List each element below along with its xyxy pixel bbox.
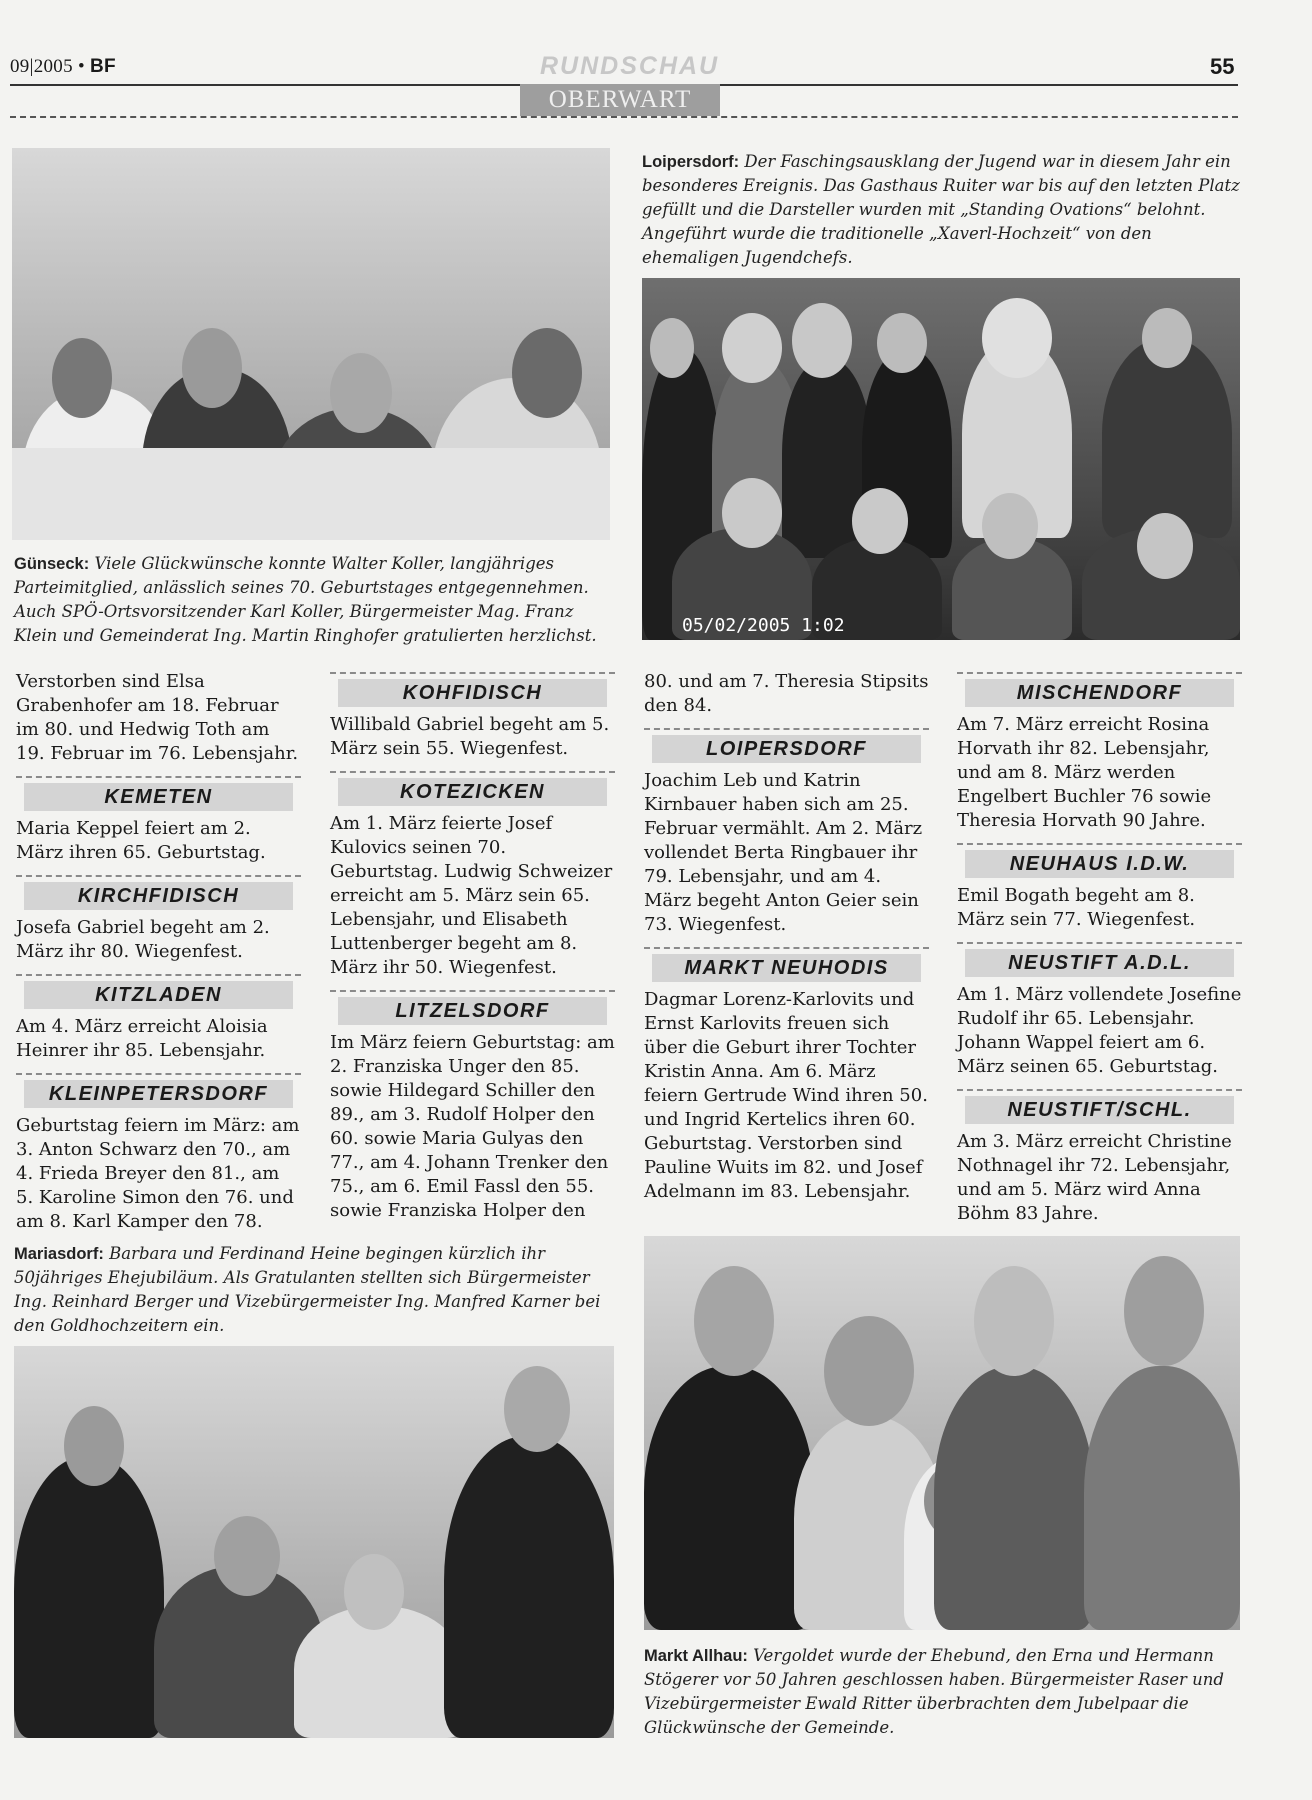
caption-mariasdorf (14, 1242, 614, 1338)
neustift-schl-text: Am 3. März erreicht Christine Nothnagel ihr 72. Lebensjahr, und am 5. März wird Anna Böhm 83 Jahre. (957, 1131, 1232, 1224)
caption-text: Vergoldet wurde der Ehebund, den Erna und Hermann Stögerer vor 50 Jahren geschlossen haben. Bürgermeister Raser und Vizebürgermeister Ewald Ritter überbrachten dem Jubelpaar die Glückwünsche der Gemeinde. (644, 1646, 1224, 1737)
heading-kirchfidisch: KIRCHFIDISCH (24, 882, 293, 910)
heading-litzelsdorf: LITZELSDORF (338, 997, 607, 1025)
column-2 (330, 672, 615, 1223)
divider (330, 771, 615, 773)
divider (16, 776, 301, 778)
issue-number (10, 56, 116, 78)
photo-loipersdorf (642, 278, 1240, 640)
divider (16, 875, 301, 877)
kohfidisch-text: Willibald Gabriel begeht am 5. März sein 55. Wiegenfest. (330, 714, 610, 759)
section-title: OBERWART (520, 84, 720, 116)
heading-kotezicken: KOTEZICKEN (338, 778, 607, 806)
caption-place: Günseck: (14, 555, 90, 573)
heading-mischendorf: MISCHENDORF (965, 679, 1234, 707)
caption-text: Barbara und Ferdinand Heine begingen kürzlich ihr 50jähriges Ehejubiläum. Als Gratulanten stellten sich Bürgermeister Ing. Reinhard Berger und Vizebürgermeister Ing. Manfred Karner bei den Goldhochzeitern ein. (14, 1244, 601, 1335)
neuhaus-text: Emil Bogath begeht am 8. März sein 77. Wiegenfest. (957, 885, 1196, 930)
divider (330, 990, 615, 992)
neustift-adl-text: Am 1. März vollendete Josefine Rudolf ihr 65. Lebensjahr. Johann Wappel feiert am 6. März seinen 65. Geburtstag. (957, 984, 1242, 1077)
kirchfidisch-text: Josefa Gabriel begeht am 2. März ihr 80. Wiegenfest. (16, 917, 270, 962)
magazine-title: RUNDSCHAU (540, 52, 720, 80)
divider (957, 843, 1242, 845)
caption-place: Markt Allhau: (644, 1647, 748, 1665)
caption-place: Mariasdorf: (14, 1245, 104, 1263)
divider (957, 942, 1242, 944)
kemeten-text: Maria Keppel feiert am 2. März ihren 65. Geburtstag. (16, 818, 266, 863)
markt-neuhodis-text: Dagmar Lorenz-Karlovits und Ernst Karlovits freuen sich über die Geburt ihrer Tochter Kristin Anna. Am 6. März feiern Gertrude Wind ihren 50. und Ingrid Kertelics ihren 60. Geburtstag. Verstorben sind Pauline Wuits im 82. und Josef Adelmann im 83. Lebensjahr. (644, 989, 928, 1202)
litzelsdorf-text: Im März feiern Geburtstag: am 2. Franziska Unger den 85. sowie Hildegard Schiller den 89., am 3. Rudolf Holper den 60. sowie Maria Gulyas den 77., am 4. Johann Trenker den 75., am 6. Emil Fassl den 55. sowie Franziska Holper den (330, 1032, 615, 1221)
header-dashed-rule (10, 116, 1238, 118)
mischendorf-text: Am 7. März erreicht Rosina Horvath ihr 82. Lebensjahr, und am 8. März werden Engelbert Buchler 76 sowie Theresia Horvath 90 Jahre. (957, 714, 1212, 831)
photo-date-stamp: 05/02/2005 1:02 (682, 615, 845, 636)
page-number: 55 (1210, 54, 1235, 79)
heading-neustift-adl: NEUSTIFT A.D.L. (965, 949, 1234, 977)
photo-guenseck (12, 148, 610, 540)
divider (644, 947, 929, 949)
heading-markt-neuhodis: MARKT NEUHODIS (652, 954, 921, 982)
caption-place: Loipersdorf: (642, 153, 740, 171)
caption-guenseck (14, 552, 614, 648)
heading-kohfidisch: KOHFIDISCH (338, 679, 607, 707)
heading-kitzladen: KITZLADEN (24, 981, 293, 1009)
issue-date: 09|2005 (10, 56, 73, 77)
heading-neuhaus: NEUHAUS I.D.W. (965, 850, 1234, 878)
issue-code: BF (89, 56, 116, 77)
photo-mariasdorf (14, 1346, 614, 1738)
litzelsdorf-continued: 80. und am 7. Theresia Stipsits den 84. (644, 671, 929, 716)
deaths-text: Verstorben sind Elsa Grabenhofer am 18. Februar im 80. und Hedwig Toth am 19. Februar im 76. Lebensjahr. (16, 671, 299, 764)
photo-markt-allhau (644, 1236, 1240, 1630)
heading-loipersdorf: LOIPERSDORF (652, 735, 921, 763)
divider (330, 672, 615, 674)
divider (957, 1089, 1242, 1091)
heading-neustift-schl: NEUSTIFT/SCHL. (965, 1096, 1234, 1124)
column-3 (644, 670, 929, 1204)
kotezicken-text: Am 1. März feierte Josef Kulovics seinen 70. Geburtstag. Ludwig Schweizer erreicht am 5. März sein 65. Lebensjahr, und Elisabeth Luttenberger begeht am 8. März ihr 50. Wiegenfest. (330, 813, 613, 978)
caption-text: Viele Glückwünsche konnte Walter Koller, langjähriges Parteimitglied, anlässlich seines 70. Geburtstages entgegennehmen. Auch SPÖ-Ortsvorsitzender Karl Koller, Bürgermeister Mag. Franz Klein und Gemeinderat Ing. Martin Ringhofer gratulierten herzlichst. (14, 554, 597, 645)
heading-kleinpetersdorf: KLEINPETERSDORF (24, 1080, 293, 1108)
kleinpetersdorf-text: Geburtstag feiern im März: am 3. Anton Schwarz den 70., am 4. Frieda Breyer den 81., am 5. Karoline Simon den 76. und am 8. Karl Kamper den 78. (16, 1115, 300, 1232)
column-1 (16, 670, 301, 1234)
divider (957, 672, 1242, 674)
loipersdorf-text: Joachim Leb und Katrin Kirnbauer haben sich am 25. Februar vermählt. Am 2. März vollendet Berta Ringbauer ihr 79. Lebensjahr, und am 4. März begeht Anton Geier sein 73. Wiegenfest. (644, 770, 923, 935)
column-4 (957, 672, 1242, 1226)
issue-bullet: • (77, 56, 85, 77)
caption-loipersdorf (642, 150, 1242, 270)
kitzladen-text: Am 4. März erreicht Aloisia Heinrer ihr 85. Lebensjahr. (16, 1016, 268, 1061)
heading-kemeten: KEMETEN (24, 783, 293, 811)
caption-markt-allhau (644, 1644, 1244, 1740)
divider (16, 1073, 301, 1075)
divider (644, 728, 929, 730)
divider (16, 974, 301, 976)
caption-text: Der Faschingsausklang der Jugend war in diesem Jahr ein besonderes Ereignis. Das Gasthaus Ruiter war bis auf den letzten Platz gefüllt und die Darsteller wurden mit „Standing Ovations“ belohnt. Angeführt wurde die traditionelle „Xaverl-Hochzeit“ von den ehemaligen Jugendchefs. (642, 152, 1240, 267)
